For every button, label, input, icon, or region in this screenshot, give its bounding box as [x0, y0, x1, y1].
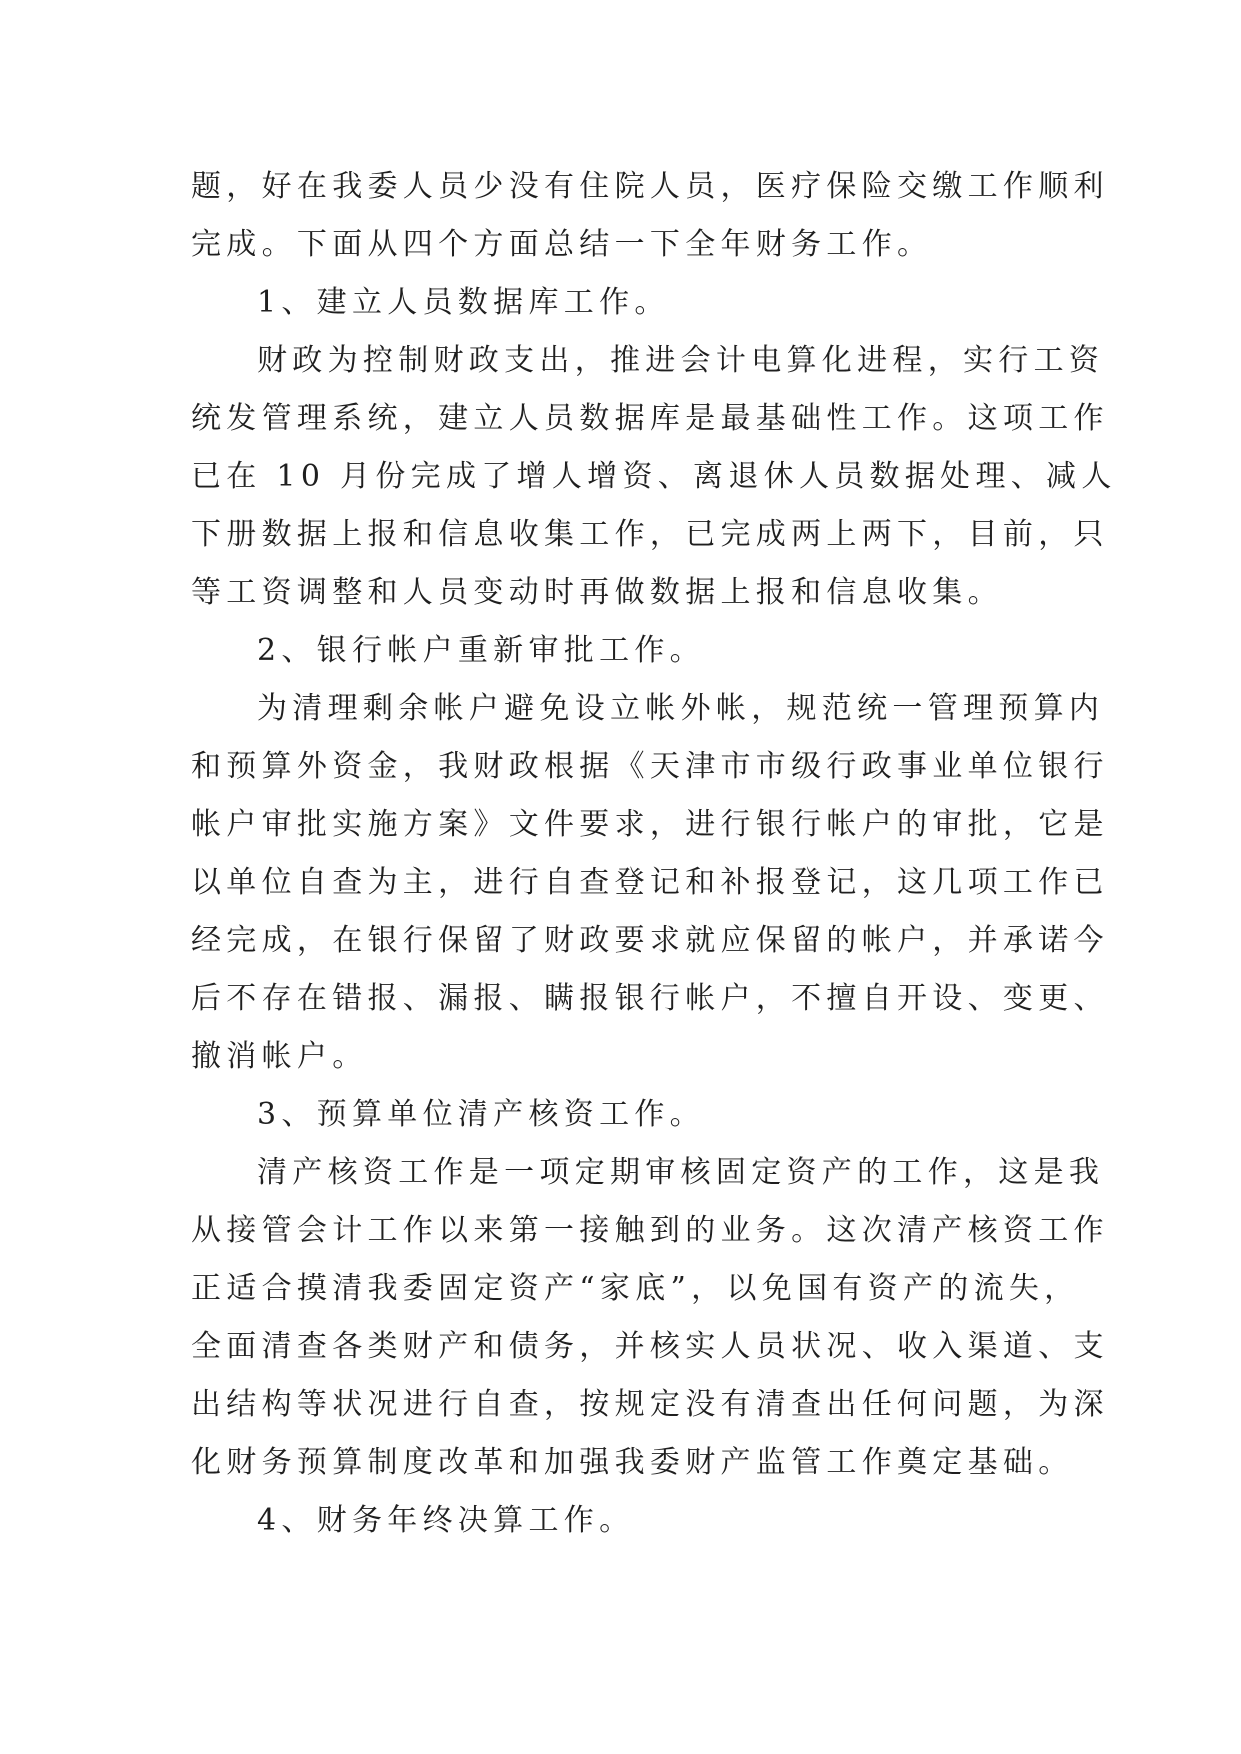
text-line: 出结构等状况进行自查，按规定没有清查出任何问题，为深 [191, 1387, 1109, 1422]
text-line: 为清理剩余帐户避免设立帐外帐，规范统一管理预算内 [257, 691, 1105, 726]
section-heading-4: 4、财务年终决算工作。 [257, 1503, 635, 1538]
section-heading-2: 2、银行帐户重新审批工作。 [257, 633, 705, 668]
text-line: 和预算外资金，我财政根据《天津市市级行政事业单位银行 [191, 749, 1109, 784]
text-line: 题，好在我委人员少没有住院人员，医疗保险交缴工作顺利 [191, 169, 1109, 204]
text-line: 完成。下面从四个方面总结一下全年财务工作。 [191, 227, 933, 262]
text-line: 经完成，在银行保留了财政要求就应保留的帐户，并承诺今 [191, 923, 1109, 958]
document-body [191, 158, 1117, 1550]
text-line: 帐户审批实施方案》文件要求，进行银行帐户的审批，它是 [191, 807, 1109, 842]
text-line: 后不存在错报、漏报、瞒报银行帐户，不擅自开设、变更、 [191, 981, 1109, 1016]
text-line: 财政为控制财政支出，推进会计电算化进程，实行工资 [257, 343, 1105, 378]
text-line: 正适合摸清我委固定资产“家底”，以免国有资产的流失， [191, 1271, 1080, 1306]
text-line: 已在 10 月份完成了增人增资、离退休人员数据处理、减人 [191, 459, 1117, 494]
text-line: 全面清查各类财产和债务，并核实人员状况、收入渠道、支 [191, 1329, 1109, 1364]
section-heading-1: 1、建立人员数据库工作。 [257, 285, 670, 320]
text-line: 下册数据上报和信息收集工作，已完成两上两下，目前，只 [191, 517, 1109, 552]
text-line: 化财务预算制度改革和加强我委财产监管工作奠定基础。 [191, 1445, 1074, 1480]
text-line: 统发管理系统，建立人员数据库是最基础性工作。这项工作 [191, 401, 1109, 436]
text-line: 从接管会计工作以来第一接触到的业务。这次清产核资工作 [191, 1213, 1109, 1248]
section-heading-3: 3、预算单位清产核资工作。 [257, 1097, 705, 1132]
text-line: 清产核资工作是一项定期审核固定资产的工作，这是我 [257, 1155, 1105, 1190]
text-line: 撤消帐户。 [191, 1039, 368, 1074]
text-line: 等工资调整和人员变动时再做数据上报和信息收集。 [191, 575, 1003, 610]
text-line: 以单位自查为主，进行自查登记和补报登记，这几项工作已 [191, 865, 1109, 900]
